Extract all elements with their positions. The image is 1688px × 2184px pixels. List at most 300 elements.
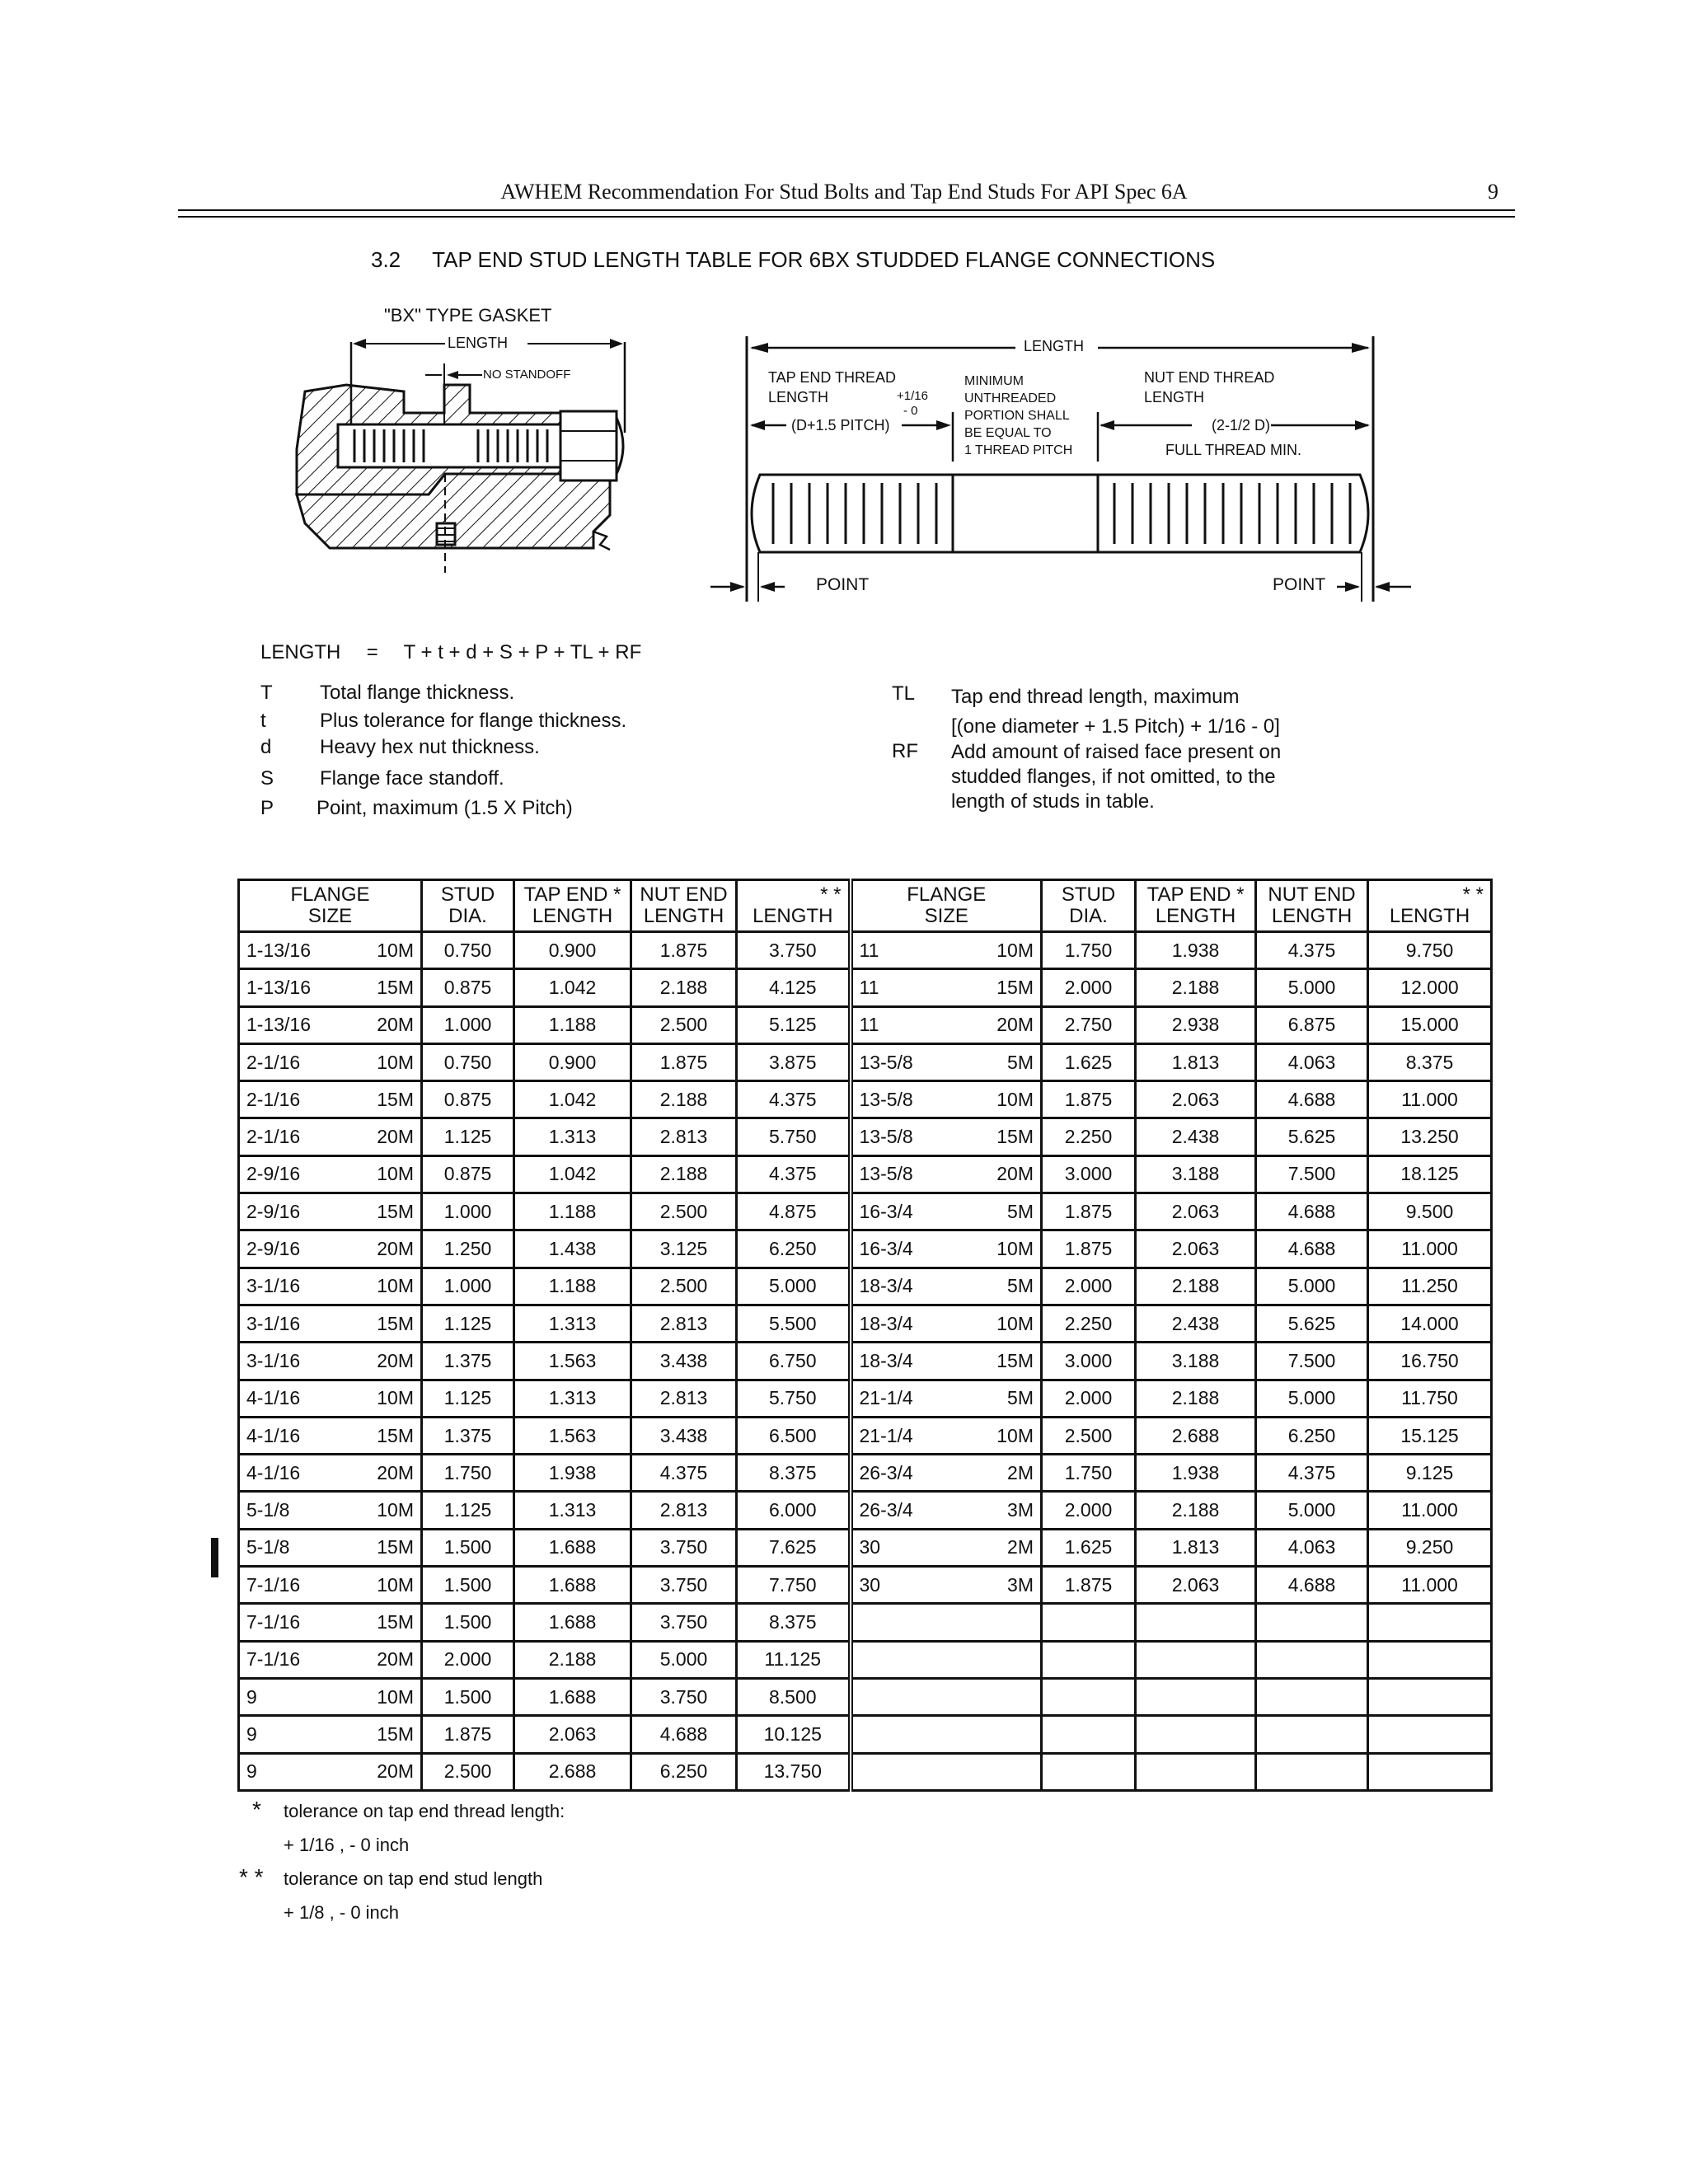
flange-size-cell	[851, 1716, 1042, 1753]
pressure-class: 20M	[996, 1163, 1034, 1185]
tap-end-length-cell: 2.688	[514, 1753, 631, 1790]
flange-size: 7-1/16	[246, 1573, 301, 1596]
flange-size: 1-13/16	[246, 976, 312, 998]
flange-size: 13-5/8	[859, 1051, 913, 1073]
tap-end-length-cell: 1.313	[514, 1380, 631, 1417]
length-cell: 12.000	[1368, 969, 1492, 1006]
no-standoff-label: NO STANDOFF	[483, 368, 571, 382]
flange-size-cell	[239, 1230, 422, 1268]
definition-symbol: TL	[892, 682, 916, 705]
nut-end-length-cell: 3.750	[631, 1529, 737, 1566]
length-cell: 5.500	[737, 1305, 851, 1342]
pressure-class: 10M	[377, 1051, 414, 1073]
nut-end-length-cell: 7.500	[1256, 1155, 1368, 1193]
running-header: AWHEM Recommendation For Stud Bolts and Tap End Studs For API Spec 6A	[500, 180, 1188, 204]
definition-symbol: d	[260, 736, 272, 758]
stud-dia-cell: 2.500	[1042, 1417, 1136, 1454]
minimum-line: 1 THREAD PITCH	[964, 443, 1073, 457]
flange-size-cell	[239, 1492, 422, 1529]
flange-size-cell	[851, 1230, 1042, 1268]
pressure-class: 15M	[377, 1610, 414, 1633]
flange-size-cell	[851, 932, 1042, 969]
definition-symbol: RF	[892, 740, 918, 762]
length-cell: 5.125	[737, 1006, 851, 1043]
tap-end-length-cell: 1.313	[514, 1492, 631, 1529]
tap-end-length-cell	[1136, 1604, 1256, 1641]
footnote-line: tolerance on tap end thread length:	[284, 1801, 565, 1821]
definition-symbol: S	[260, 767, 274, 790]
definition-item	[260, 735, 626, 766]
pressure-class: 15M	[377, 1722, 414, 1745]
stud-dia-cell: 3.000	[1042, 1343, 1136, 1380]
flange-size: 26-3/4	[859, 1499, 913, 1521]
flange-size-cell	[239, 1155, 422, 1193]
nut-end-length-cell: 6.250	[631, 1753, 737, 1790]
flange-size-cell	[239, 1118, 422, 1155]
flange-size-cell	[851, 1492, 1042, 1529]
length-cell: 11.250	[1368, 1268, 1492, 1305]
table-row	[239, 1641, 1492, 1678]
length-cell	[1368, 1604, 1492, 1641]
stud-dia-cell: 1.000	[422, 1193, 514, 1230]
definition-text	[951, 740, 1281, 814]
pressure-class: 20M	[377, 1760, 414, 1783]
pressure-class: 15M	[996, 1126, 1034, 1148]
table-row	[239, 1678, 1492, 1715]
length-cell: 15.125	[1368, 1417, 1492, 1454]
tap-end-length-cell: 1.688	[514, 1678, 631, 1715]
table-row	[239, 1305, 1492, 1342]
flange-size: 5-1/8	[246, 1536, 290, 1558]
section-title-text: TAP END STUD LENGTH TABLE FOR 6BX STUDDED FLANGE CONNECTIONS	[432, 247, 1216, 272]
flange-size: 30	[859, 1573, 881, 1596]
right-length-label: LENGTH	[1024, 338, 1085, 354]
pressure-class: 20M	[377, 1349, 414, 1371]
pressure-class: 15M	[377, 1536, 414, 1558]
flange-cross-section-diagram	[280, 326, 643, 581]
tap-end-length-cell: 1.313	[514, 1118, 631, 1155]
length-cell: 8.375	[737, 1604, 851, 1641]
flange-size-cell	[851, 1455, 1042, 1492]
length-formula	[260, 641, 641, 664]
stud-dia-cell	[1042, 1604, 1136, 1641]
tap-end-length-cell: 1.563	[514, 1417, 631, 1454]
pressure-class: 10M	[377, 1387, 414, 1409]
length-cell: 6.000	[737, 1492, 851, 1529]
flange-size-cell	[851, 1193, 1042, 1230]
nut-end-length-cell: 3.438	[631, 1417, 737, 1454]
tap-end-length-cell: 1.313	[514, 1305, 631, 1342]
flange-size-cell	[851, 1604, 1042, 1641]
pressure-class: 10M	[996, 939, 1034, 961]
stud-dia-cell	[1042, 1641, 1136, 1678]
length-cell: 5.750	[737, 1380, 851, 1417]
flange-size: 30	[859, 1536, 881, 1558]
tap-end-length-cell: 2.063	[1136, 1193, 1256, 1230]
tap-end-length-cell: 1.042	[514, 1155, 631, 1193]
definition-text: Flange face standoff.	[320, 767, 504, 790]
nut-end-length-cell	[1256, 1716, 1368, 1753]
nut-end-length-cell: 2.500	[631, 1268, 737, 1305]
tap-end-length-cell	[1136, 1641, 1256, 1678]
nut-end-length-cell: 3.438	[631, 1343, 737, 1380]
table-row	[239, 1118, 1492, 1155]
pressure-class: 15M	[377, 1424, 414, 1446]
tol-minus: - 0	[903, 404, 918, 418]
tap-end-length-cell: 2.063	[514, 1716, 631, 1753]
tap-end-length-cell: 1.938	[514, 1455, 631, 1492]
flange-size-cell	[239, 1417, 422, 1454]
flange-size: 4-1/16	[246, 1387, 301, 1409]
nut-end-length-cell: 2.813	[631, 1118, 737, 1155]
stud-dia-cell: 2.000	[1042, 1492, 1136, 1529]
flange-size: 11	[859, 1014, 879, 1036]
table-row	[239, 1753, 1492, 1790]
stud-dia-cell	[1042, 1716, 1136, 1753]
flange-size-cell	[239, 1567, 422, 1604]
nut-end-length-cell: 5.000	[1256, 1268, 1368, 1305]
definition-symbol: t	[260, 710, 266, 732]
flange-size: 7-1/16	[246, 1648, 301, 1671]
length-cell: 8.375	[737, 1455, 851, 1492]
table-row	[239, 969, 1492, 1006]
definition-text: Point, maximum (1.5 X Pitch)	[316, 797, 573, 819]
flange-size: 2-9/16	[246, 1238, 301, 1260]
minimum-line: PORTION SHALL	[964, 409, 1070, 423]
tap-end-length-cell: 2.188	[1136, 1268, 1256, 1305]
flange-size-cell	[239, 1043, 422, 1080]
nut-end-length-cell: 7.500	[1256, 1343, 1368, 1380]
stud-dia-cell: 0.875	[422, 1081, 514, 1118]
pressure-class: 10M	[377, 1275, 414, 1297]
stud-dia-cell: 2.000	[1042, 969, 1136, 1006]
flange-size: 2-1/16	[246, 1088, 301, 1110]
flange-size-cell	[239, 1006, 422, 1043]
nut-end-length-cell: 1.875	[631, 932, 737, 969]
flange-size-cell	[851, 1118, 1042, 1155]
nut-end-length-cell: 3.750	[631, 1678, 737, 1715]
pressure-class: 20M	[377, 1238, 414, 1260]
definition-item	[260, 709, 626, 735]
minimum-line: MINIMUM	[964, 374, 1024, 388]
tap-end-length-cell: 1.042	[514, 969, 631, 1006]
stud-dia-cell: 1.875	[1042, 1567, 1136, 1604]
col-tap-end-length: TAP END * LENGTH	[514, 880, 631, 932]
tap-end-length-cell: 1.938	[1136, 932, 1256, 969]
definition-item	[892, 682, 1281, 740]
tap-end-length-cell: 1.563	[514, 1343, 631, 1380]
flange-size-cell	[851, 1305, 1042, 1342]
tap-end-length-cell: 1.938	[1136, 1455, 1256, 1492]
pressure-class: 10M	[996, 1424, 1034, 1446]
tap-end-length-cell: 2.188	[514, 1641, 631, 1678]
formula-eq: =	[366, 641, 378, 663]
flange-size-cell	[851, 1417, 1042, 1454]
length-cell	[1368, 1641, 1492, 1678]
nut-end-length-cell: 5.625	[1256, 1118, 1368, 1155]
table-row	[239, 1417, 1492, 1454]
nut-end-length-cell	[1256, 1678, 1368, 1715]
length-cell: 6.500	[737, 1417, 851, 1454]
stud-dia-cell: 1.125	[422, 1380, 514, 1417]
flange-size-cell	[239, 969, 422, 1006]
table-row	[239, 1492, 1492, 1529]
tap-formula: (D+1.5 PITCH)	[791, 417, 890, 434]
definition-item	[260, 681, 626, 709]
flange-size-cell	[239, 1455, 422, 1492]
table-row	[239, 1230, 1492, 1268]
definition-line: length of studs in table.	[951, 790, 1155, 813]
full-thread-label: FULL THREAD MIN.	[1165, 442, 1302, 458]
nut-end-length-cell: 2.813	[631, 1380, 737, 1417]
nut-end-length-cell	[1256, 1641, 1368, 1678]
table-row	[239, 1380, 1492, 1417]
length-cell: 11.125	[737, 1641, 851, 1678]
stud-dia-cell: 1.250	[422, 1230, 514, 1268]
length-cell	[1368, 1678, 1492, 1715]
stud-dia-cell: 2.000	[1042, 1268, 1136, 1305]
length-cell: 14.000	[1368, 1305, 1492, 1342]
nut-end-length-cell: 2.500	[631, 1193, 737, 1230]
col-flange-size: FLANGE SIZE	[851, 880, 1042, 932]
footnote-mark: * *	[239, 1864, 264, 1890]
definitions-left	[260, 681, 626, 824]
pressure-class: 3M	[1007, 1573, 1034, 1596]
nut-end-length-cell	[1256, 1753, 1368, 1790]
flange-size-cell	[851, 1043, 1042, 1080]
length-cell: 4.375	[737, 1155, 851, 1193]
minimum-unthreaded-note	[964, 373, 1072, 459]
col-length: * * LENGTH	[737, 880, 851, 932]
flange-size-cell	[851, 969, 1042, 1006]
stud-dia-cell: 1.125	[422, 1118, 514, 1155]
flange-size-cell	[239, 1343, 422, 1380]
flange-size: 1-13/16	[246, 939, 312, 961]
pressure-class: 2M	[1007, 1536, 1034, 1558]
tap-end-length-cell: 1.688	[514, 1567, 631, 1604]
stud-dia-cell: 1.750	[1042, 932, 1136, 969]
flange-size: 11	[859, 976, 879, 998]
table-row	[239, 1604, 1492, 1641]
table-row	[239, 1155, 1492, 1193]
flange-size: 21-1/4	[859, 1424, 913, 1446]
pressure-class: 15M	[377, 1200, 414, 1222]
length-cell: 5.000	[737, 1268, 851, 1305]
tol-plus: +1/16	[897, 389, 928, 403]
section-title	[371, 247, 1215, 273]
tap-end-length-cell: 2.063	[1136, 1230, 1256, 1268]
flange-size-cell	[239, 1529, 422, 1566]
tap-end-length-cell: 1.688	[514, 1529, 631, 1566]
flange-size: 4-1/16	[246, 1461, 301, 1483]
tap-end-length-cell: 1.438	[514, 1230, 631, 1268]
length-cell: 18.125	[1368, 1155, 1492, 1193]
stud-dia-cell: 1.500	[422, 1529, 514, 1566]
flange-size: 2-1/16	[246, 1126, 301, 1148]
flange-size-cell	[239, 1268, 422, 1305]
tap-end-length-cell	[1136, 1678, 1256, 1715]
length-cell: 4.125	[737, 969, 851, 1006]
stud-dia-cell: 1.875	[422, 1716, 514, 1753]
pressure-class: 5M	[1007, 1051, 1034, 1073]
length-cell: 4.875	[737, 1193, 851, 1230]
flange-size: 13-5/8	[859, 1088, 913, 1110]
pressure-class: 15M	[996, 976, 1034, 998]
flange-size: 9	[246, 1760, 257, 1783]
flange-size: 16-3/4	[859, 1238, 913, 1260]
length-cell: 7.625	[737, 1529, 851, 1566]
stud-dia-cell: 1.375	[422, 1417, 514, 1454]
length-cell: 11.000	[1368, 1230, 1492, 1268]
flange-size: 18-3/4	[859, 1275, 913, 1297]
pressure-class: 10M	[377, 939, 414, 961]
flange-size: 2-9/16	[246, 1163, 301, 1185]
flange-size: 11	[859, 939, 879, 961]
flange-size-cell	[239, 1753, 422, 1790]
tap-end-length-cell: 1.813	[1136, 1529, 1256, 1566]
minimum-line: BE EQUAL TO	[964, 426, 1052, 440]
definition-text: Heavy hex nut thickness.	[320, 736, 540, 758]
flange-size-cell	[239, 1678, 422, 1715]
pressure-class: 5M	[1007, 1200, 1034, 1222]
length-cell: 9.125	[1368, 1455, 1492, 1492]
definition-item	[260, 796, 626, 824]
length-cell: 3.875	[737, 1043, 851, 1080]
pressure-class: 3M	[1007, 1499, 1034, 1521]
flange-size-cell	[239, 1716, 422, 1753]
nut-end-length-cell: 5.000	[1256, 1492, 1368, 1529]
flange-size-cell	[851, 1641, 1042, 1678]
nut-end-length-cell: 4.688	[1256, 1193, 1368, 1230]
tap-end-length-cell: 3.188	[1136, 1155, 1256, 1193]
flange-size-cell	[239, 1604, 422, 1641]
length-cell: 9.750	[1368, 932, 1492, 969]
nut-end-length-cell: 4.375	[631, 1455, 737, 1492]
flange-size-cell	[239, 1380, 422, 1417]
length-cell: 6.750	[737, 1343, 851, 1380]
pressure-class: 20M	[377, 1648, 414, 1671]
flange-size-cell	[851, 1567, 1042, 1604]
tap-end-length-cell: 1.188	[514, 1006, 631, 1043]
nut-end-length-cell: 5.000	[631, 1641, 737, 1678]
tap-end-length-cell: 2.688	[1136, 1417, 1256, 1454]
flange-size-cell	[851, 1155, 1042, 1193]
flange-size: 1-13/16	[246, 1014, 312, 1036]
nut-end-length-cell: 3.750	[631, 1567, 737, 1604]
tap-end-length-cell: 0.900	[514, 932, 631, 969]
flange-size-cell	[851, 1380, 1042, 1417]
stud-dia-cell: 2.750	[1042, 1006, 1136, 1043]
pressure-class: 20M	[377, 1461, 414, 1483]
flange-size-cell	[851, 1753, 1042, 1790]
stud-dia-cell: 0.875	[422, 969, 514, 1006]
tap-end-length-cell: 2.063	[1136, 1081, 1256, 1118]
stud-dia-cell: 1.375	[422, 1343, 514, 1380]
flange-size: 3-1/16	[246, 1275, 301, 1297]
stud-dia-cell: 1.500	[422, 1604, 514, 1641]
footnote-double	[239, 1864, 542, 1924]
nut-end-length-cell: 1.875	[631, 1043, 737, 1080]
length-cell: 11.000	[1368, 1492, 1492, 1529]
table-row	[239, 1343, 1492, 1380]
table-row	[239, 1455, 1492, 1492]
section-number: 3.2	[371, 247, 401, 272]
flange-size: 13-5/8	[859, 1163, 913, 1185]
definition-text: Plus tolerance for flange thickness.	[320, 710, 627, 732]
tap-end-length-cell: 1.688	[514, 1604, 631, 1641]
nut-end-line2: LENGTH	[1144, 389, 1205, 405]
col-nut-end-length: NUT END LENGTH	[1256, 880, 1368, 932]
length-cell: 9.250	[1368, 1529, 1492, 1566]
stud-dia-cell: 1.000	[422, 1268, 514, 1305]
length-cell: 15.000	[1368, 1006, 1492, 1043]
tap-end-length-cell: 2.438	[1136, 1305, 1256, 1342]
stud-dia-cell: 1.875	[1042, 1230, 1136, 1268]
nut-end-length-cell: 6.875	[1256, 1006, 1368, 1043]
tap-end-length-cell	[1136, 1716, 1256, 1753]
flange-size: 21-1/4	[859, 1387, 913, 1409]
pressure-class: 15M	[996, 1349, 1034, 1371]
pressure-class: 15M	[377, 976, 414, 998]
flange-size-cell	[851, 1081, 1042, 1118]
stud-dia-cell: 0.750	[422, 932, 514, 969]
table-row	[239, 1043, 1492, 1080]
definition-line: studded flanges, if not omitted, to the	[951, 766, 1276, 788]
nut-end-length-cell: 4.688	[1256, 1567, 1368, 1604]
pressure-class: 10M	[377, 1499, 414, 1521]
footnote-mark: *	[252, 1797, 261, 1822]
length-cell: 16.750	[1368, 1343, 1492, 1380]
pressure-class: 15M	[377, 1312, 414, 1334]
stud-dia-cell: 2.500	[422, 1753, 514, 1790]
nut-end-length-cell: 5.625	[1256, 1305, 1368, 1342]
table-row	[239, 932, 1492, 969]
tap-end-length-cell: 1.188	[514, 1193, 631, 1230]
flange-size-cell	[851, 1343, 1042, 1380]
flange-size: 26-3/4	[859, 1461, 913, 1483]
stud-dia-cell: 1.125	[422, 1305, 514, 1342]
pressure-class: 10M	[377, 1685, 414, 1708]
pressure-class: 5M	[1007, 1387, 1034, 1409]
nut-formula: (2-1/2 D)	[1212, 417, 1271, 434]
table-row	[239, 1006, 1492, 1043]
nut-end-length-cell: 4.688	[1256, 1081, 1368, 1118]
length-cell: 6.250	[737, 1230, 851, 1268]
nut-end-line1: NUT END THREAD	[1144, 369, 1275, 386]
header-rule-double	[178, 216, 1515, 218]
tap-end-line2: LENGTH	[768, 389, 829, 405]
length-cell: 13.750	[737, 1753, 851, 1790]
tap-end-length-cell: 1.042	[514, 1081, 631, 1118]
table-row	[239, 1529, 1492, 1566]
tap-end-length-cell: 2.188	[1136, 1492, 1256, 1529]
length-cell: 11.000	[1368, 1567, 1492, 1604]
flange-size: 16-3/4	[859, 1200, 913, 1222]
stud-dia-cell: 0.750	[422, 1043, 514, 1080]
nut-end-length-cell: 2.188	[631, 1081, 737, 1118]
flange-size-cell	[851, 1268, 1042, 1305]
stud-dia-cell: 0.875	[422, 1155, 514, 1193]
table-row	[239, 1567, 1492, 1604]
flange-size: 3-1/16	[246, 1349, 301, 1371]
stud-dia-cell: 1.750	[422, 1455, 514, 1492]
length-cell: 8.375	[1368, 1043, 1492, 1080]
nut-end-length-cell: 6.250	[1256, 1417, 1368, 1454]
table-row	[239, 1268, 1492, 1305]
pressure-class: 20M	[996, 1014, 1034, 1036]
table-header-row	[239, 880, 1492, 932]
definition-text: Total flange thickness.	[320, 682, 515, 704]
